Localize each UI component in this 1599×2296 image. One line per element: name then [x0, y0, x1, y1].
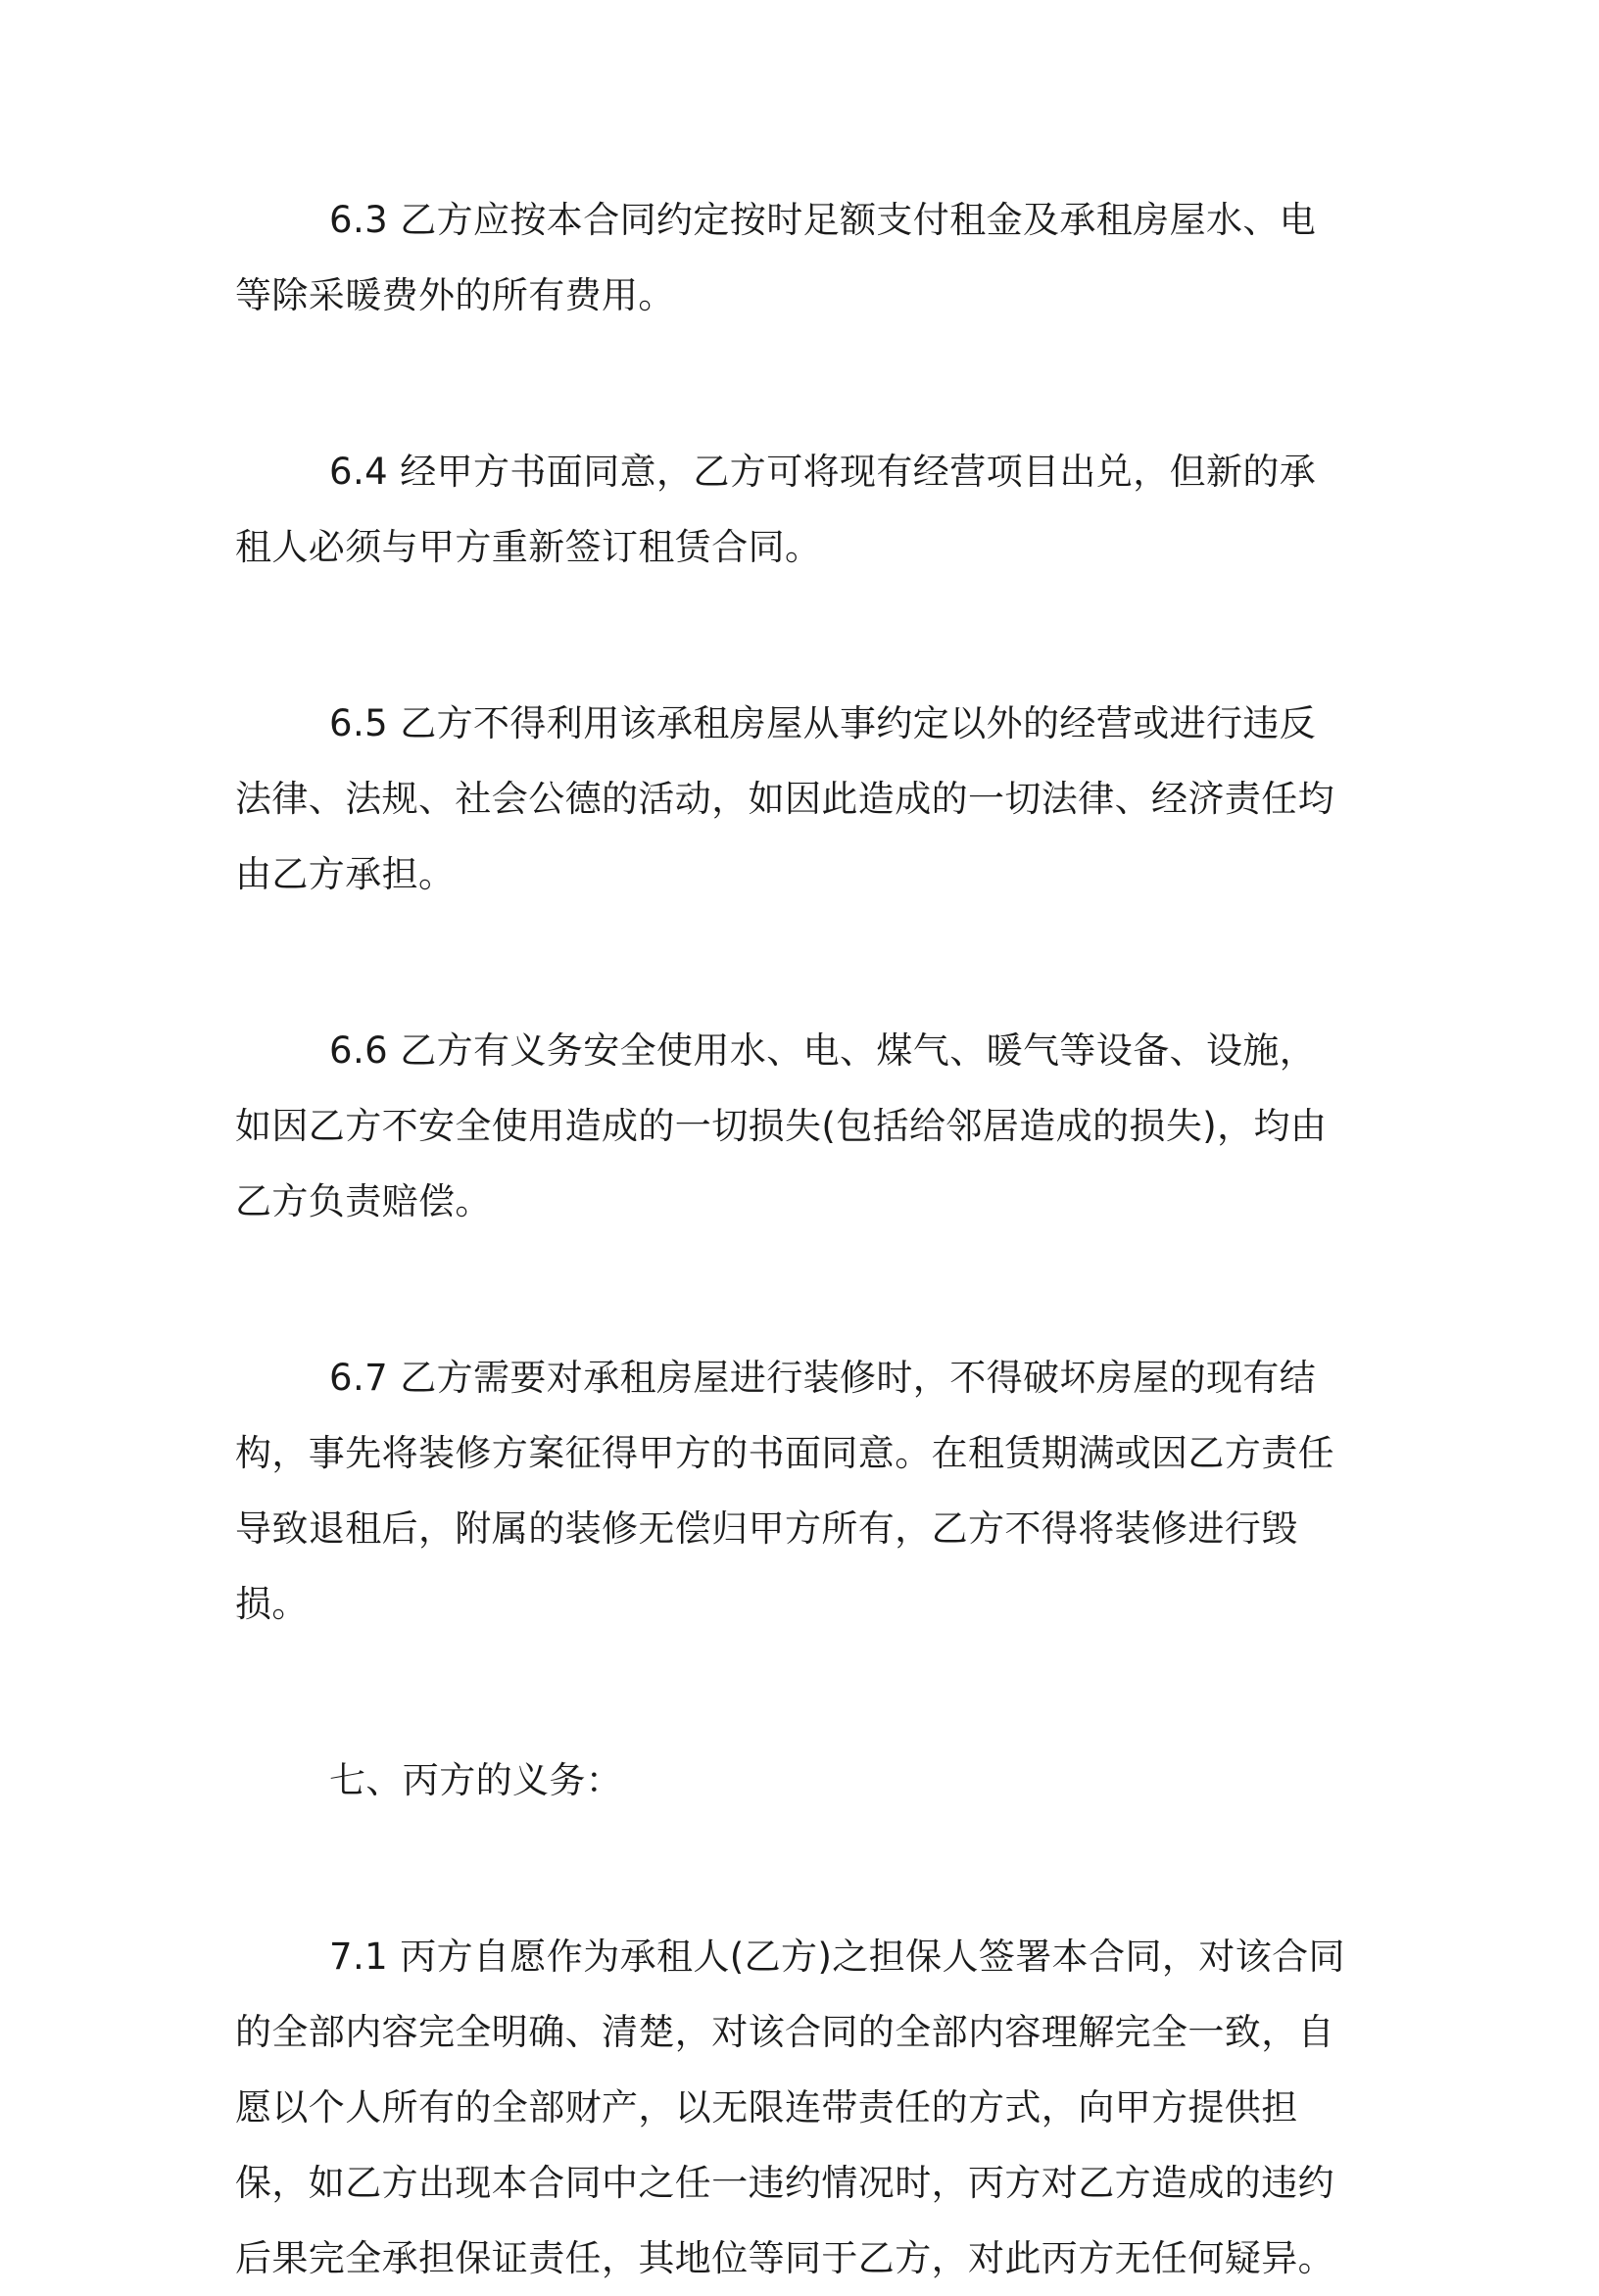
clause-7-1: 7.1 丙方自愿作为承租人(乙方)之担保人签署本合同，对该合同的全部内容完全明确、清楚，对该合同的全部内容理解完全一致，自愿以个人所有的全部财产，以无限连带责任的方式，向甲方提供担保，如乙方出现本合同中之任一违约情况时，丙方对乙方造成的违约后果完全承担保证责任，其地位等同于乙方，对此丙方无任何疑异。 [235, 1936, 1345, 2279]
clause-6-7: 6.7 乙方需要对承租房屋进行装修时，不得破坏房屋的现有结构，事先将装修方案征得甲方的书面同意。在租赁期满或因乙方责任导致退租后，附属的装修无偿归甲方所有，乙方不得将装修进行毁损。 [235, 1357, 1334, 1625]
clause-6-5: 6.5 乙方不得利用该承租房屋从事约定以外的经营或进行违反法律、法规、社会公德的活动，如因此造成的一切法律、经济责任均由乙方承担。 [235, 702, 1334, 895]
clause-6-3: 6.3 乙方应按本合同约定按时足额支付租金及承租房屋水、电等除采暖费外的所有费用。 [235, 199, 1317, 316]
document-page [235, 182, 1352, 2279]
clause-6-4: 6.4 经甲方书面同意，乙方可将现有经营项目出兑，但新的承租人必须与甲方重新签订租赁合同。 [235, 451, 1317, 568]
section-heading-party-c-obligations: 七、丙方的义务： [329, 1759, 623, 1801]
clause-6-6: 6.6 乙方有义务安全使用水、电、煤气、暖气等设备、设施，如因乙方不安全使用造成的一切损失(包括给邻居造成的损失)，均由乙方负责赔偿。 [235, 1029, 1328, 1222]
